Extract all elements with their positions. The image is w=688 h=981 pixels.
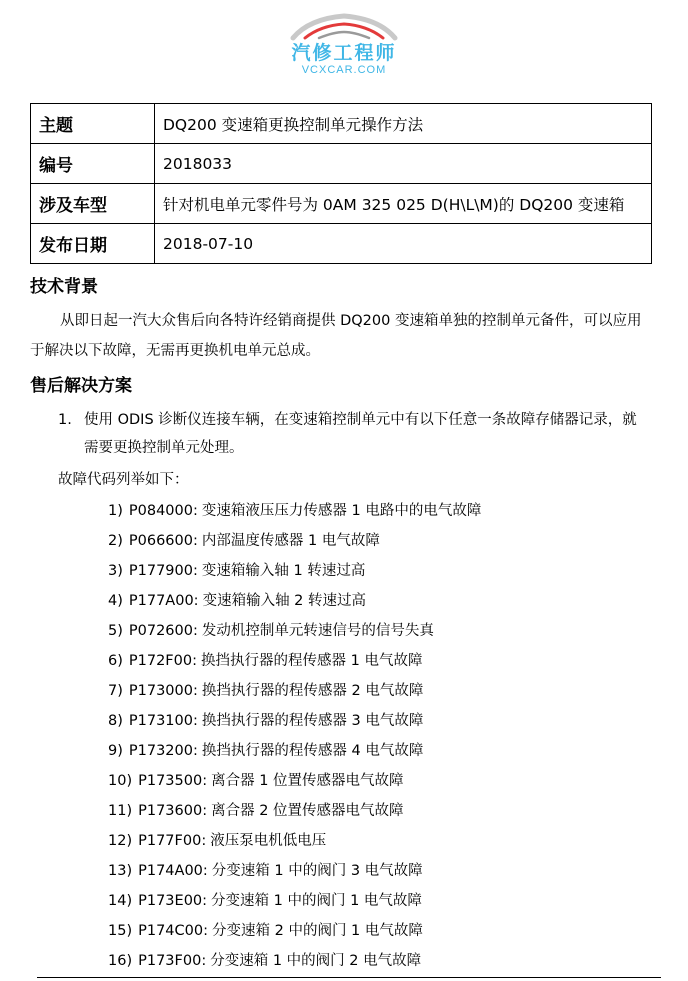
fault-index: 16): [108, 953, 133, 969]
fault-description: 变速箱液压压力传感器 1 电路中的电气故障: [201, 503, 482, 519]
fault-code-item: [108, 557, 481, 587]
fault-code: P173F00:: [138, 953, 207, 969]
fault-code-item: [108, 497, 481, 527]
fault-code-item: [108, 737, 481, 767]
fault-index: 12): [108, 833, 133, 849]
step-line-1: 使用 ODIS 诊断仪连接车辆，在变速箱控制单元中有以下任意一条故障存储器记录，就: [84, 412, 637, 428]
fault-code-item: [108, 917, 481, 947]
info-key: 涉及车型: [31, 184, 155, 224]
fault-index: 14): [108, 893, 133, 909]
step-line-2: 需要更换控制单元处理。: [84, 440, 244, 456]
fault-code-item: [108, 647, 481, 677]
fault-description: 换挡执行器的程传感器 2 电气故障: [201, 683, 424, 699]
fault-index: 4): [108, 593, 123, 609]
step-number: 1.: [58, 412, 72, 428]
fault-code-item: [108, 617, 481, 647]
fault-code: P172F00:: [128, 653, 197, 669]
fault-code: P173500:: [138, 773, 208, 789]
info-row-date: [31, 224, 652, 264]
fault-code: P173100:: [128, 713, 198, 729]
fault-description: 分变速箱 2 中的阀门 1 电气故障: [212, 923, 423, 939]
fault-index: 3): [108, 563, 123, 579]
logo-name: 汽修工程师: [291, 42, 397, 64]
fault-index: 7): [108, 683, 123, 699]
fault-code-item: [108, 587, 481, 617]
fault-code: P066600:: [128, 533, 198, 549]
bottom-divider: [37, 977, 661, 978]
solution-heading: 售后解决方案: [30, 376, 132, 396]
fault-code-item: [108, 827, 481, 857]
fault-index: 1): [108, 503, 123, 519]
fault-index: 6): [108, 653, 123, 669]
fault-index: 15): [108, 923, 133, 939]
fault-index: 13): [108, 863, 133, 879]
info-row-models: [31, 184, 652, 224]
info-key: 发布日期: [31, 224, 155, 264]
fault-code: P174A00:: [138, 863, 208, 879]
fault-code: P173E00:: [138, 893, 208, 909]
vcxcar-logo: [262, 10, 426, 88]
fault-description: 换挡执行器的程传感器 4 电气故障: [201, 743, 424, 759]
fault-code: P173600:: [138, 803, 208, 819]
fault-code-item: [108, 887, 481, 917]
info-value: 针对机电单元零件号为 0AM 325 025 D(H\L\M)的 DQ200 变速箱: [155, 184, 652, 224]
fault-code-item: [108, 767, 481, 797]
info-value: 2018-07-10: [155, 224, 652, 264]
fault-code: P174C00:: [138, 923, 208, 939]
info-row-number: [31, 144, 652, 184]
info-table: [30, 103, 652, 264]
info-value: 2018033: [155, 144, 652, 184]
fault-description: 分变速箱 1 中的阀门 3 电气故障: [211, 863, 423, 879]
fault-description: 分变速箱 1 中的阀门 2 电气故障: [210, 953, 422, 969]
fault-code-list: [108, 497, 481, 977]
background-line-1: 从即日起一汽大众售后向各特许经销商提供 DQ200 变速箱单独的控制单元备件，可以应用: [60, 313, 642, 329]
fault-code: P072600:: [128, 623, 198, 639]
fault-description: 离合器 1 位置传感器电气故障: [211, 773, 404, 789]
fault-index: 9): [108, 743, 123, 759]
car-silhouette-icon: [289, 10, 399, 44]
info-key: 主题: [31, 104, 155, 144]
info-key: 编号: [31, 144, 155, 184]
fault-index: 8): [108, 713, 123, 729]
solution-step-1: [58, 406, 664, 462]
fault-description: 变速箱输入轴 1 转速过高: [201, 563, 366, 579]
fault-code: P084000:: [128, 503, 198, 519]
background-line-2: 于解决以下故障，无需再更换机电单元总成。: [30, 343, 320, 359]
background-heading: 技术背景: [30, 277, 98, 297]
fault-index: 2): [108, 533, 123, 549]
fault-code-item: [108, 857, 481, 887]
fault-code-item: [108, 677, 481, 707]
fault-code: P177900:: [128, 563, 198, 579]
fault-description: 换挡执行器的程传感器 3 电气故障: [201, 713, 424, 729]
fault-code-item: [108, 527, 481, 557]
fault-code: P173200:: [128, 743, 198, 759]
fault-description: 换挡执行器的程传感器 1 电气故障: [201, 653, 423, 669]
fault-index: 11): [108, 803, 133, 819]
fault-description: 内部温度传感器 1 电气故障: [201, 533, 380, 549]
fault-description: 液压泵电机低电压: [210, 833, 327, 849]
fault-description: 离合器 2 位置传感器电气故障: [211, 803, 404, 819]
fault-index: 5): [108, 623, 123, 639]
fault-index: 10): [108, 773, 133, 789]
fault-description: 发动机控制单元转速信号的信号失真: [201, 623, 434, 639]
info-value: DQ200 变速箱更换控制单元操作方法: [155, 104, 652, 144]
fault-code: P177F00:: [138, 833, 207, 849]
fault-code: P173000:: [128, 683, 198, 699]
fault-code-item: [108, 707, 481, 737]
fault-code-item: [108, 947, 481, 977]
fault-description: 变速箱输入轴 2 转速过高: [202, 593, 367, 609]
fault-description: 分变速箱 1 中的阀门 1 电气故障: [211, 893, 422, 909]
fault-code: P177A00:: [128, 593, 199, 609]
faults-title: 故障代码列举如下：: [58, 472, 189, 488]
fault-code-item: [108, 797, 481, 827]
logo-url: VCXCAR.COM: [301, 64, 387, 76]
info-row-subject: [31, 104, 652, 144]
